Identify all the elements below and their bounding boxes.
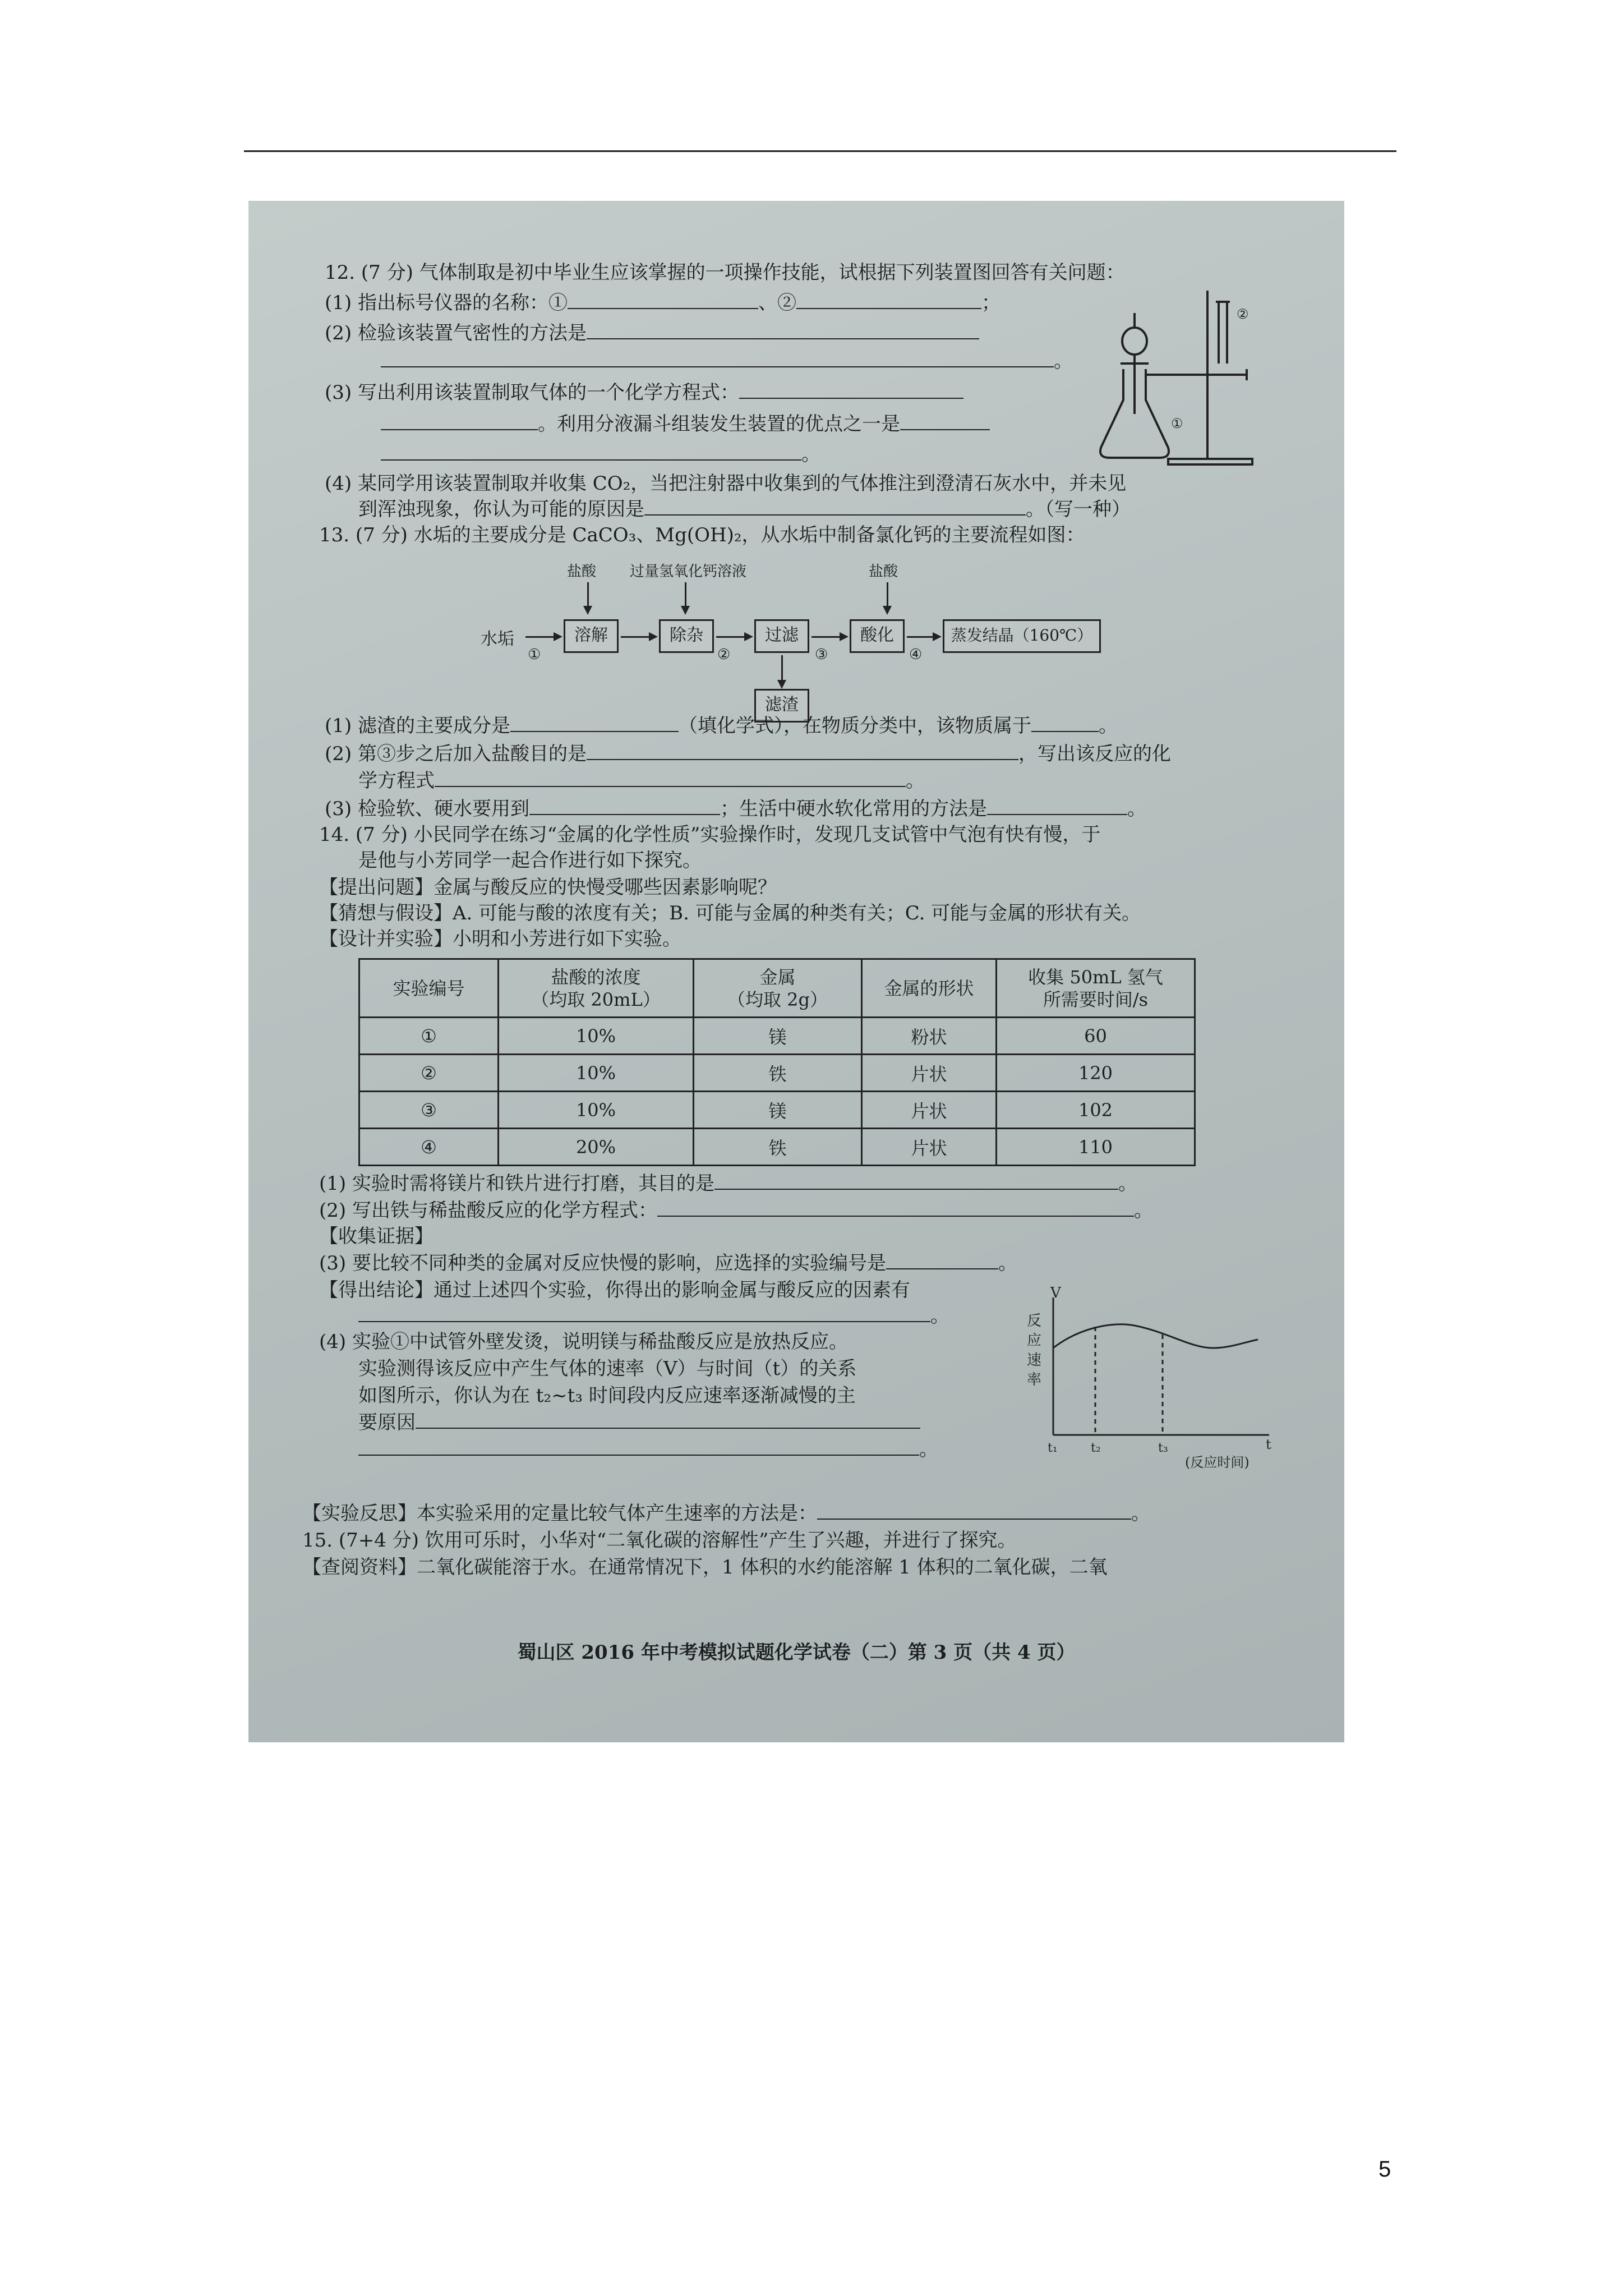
step-num: ④ — [909, 646, 923, 663]
cell: 片状 — [862, 1092, 997, 1129]
cell: 片状 — [862, 1055, 997, 1092]
answer-blank[interactable] — [644, 499, 1026, 516]
y-title-char: 率 — [1027, 1372, 1042, 1388]
header-rule — [244, 150, 1396, 152]
y-axis-letter: V — [1050, 1286, 1061, 1301]
q15-line-1: 15. (7+4 分) 饮用可乐时，小华对“二氧化碳的溶解性”产生了兴趣，并进行了探究。 — [302, 1529, 1017, 1552]
table-row — [359, 1055, 1195, 1092]
cell: 铁 — [694, 1129, 862, 1166]
answer-blank[interactable] — [381, 351, 1054, 367]
q12-line-8: (4) 某同学用该装置制取并收集 CO₂，当把注射器中收集到的气体推注到澄清石灰水中，并未见 — [325, 472, 1127, 495]
table-row — [359, 1129, 1195, 1166]
tick-label: t₃ — [1158, 1441, 1168, 1455]
answer-blank[interactable] — [900, 413, 990, 430]
y-title-char: 速 — [1027, 1352, 1042, 1369]
answer-blank[interactable] — [739, 382, 963, 399]
answer-blank[interactable] — [1031, 715, 1099, 732]
reagent-hcl-1: 盐酸 — [567, 563, 597, 580]
flow-step-acidify: 酸化 — [850, 619, 905, 653]
answer-blank[interactable] — [568, 292, 758, 309]
answer-blank[interactable] — [416, 1412, 920, 1429]
q14-line-15: 要原因 — [358, 1411, 920, 1434]
table-row — [359, 1018, 1195, 1055]
q12-line-7: 。 — [381, 443, 820, 466]
q14-line-6: (1) 实验时需将镁片和铁片进行打磨，其目的是 。 — [319, 1172, 1137, 1195]
q13-line-4: 学方程式 。 — [358, 770, 925, 792]
x-axis-title: (反应时间) — [1185, 1455, 1249, 1470]
step-num: ③ — [815, 646, 828, 663]
answer-blank[interactable] — [817, 1503, 1131, 1520]
reagent-hcl-2: 盐酸 — [869, 563, 898, 580]
q15-line-2: 【查阅资料】二氧化碳能溶于水。在通常情况下，1 体积的水约能溶解 1 体积的二氧化碳，二氧 — [302, 1556, 1108, 1579]
answer-blank[interactable] — [381, 444, 801, 461]
q14-line-15b: 。 — [358, 1438, 938, 1461]
step-num: ① — [528, 646, 541, 663]
cell: 铁 — [694, 1055, 862, 1092]
flow-arrow — [811, 636, 846, 638]
cell: 60 — [997, 1018, 1195, 1055]
q14-line-3: 【提出问题】金属与酸反应的快慢受哪些因素影响呢？ — [319, 876, 777, 899]
q14-line-1: 14. (7 分) 小民同学在练习“金属的化学性质”实验操作时，发现几支试管中气泡有快有慢，于 — [319, 823, 1101, 846]
q12-line-3: (2) 检验该装置气密性的方法是 — [325, 322, 979, 345]
rate-time-graph — [1022, 1286, 1286, 1471]
answer-blank[interactable] — [657, 1200, 1134, 1217]
q12-line-5: (3) 写出利用该装置制取气体的一个化学方程式： — [325, 381, 963, 404]
q14-line-12: (4) 实验①中试管外壁发烫，说明镁与稀盐酸反应是放热反应。 — [319, 1331, 848, 1353]
q14-line-8: 【收集证据】 — [319, 1225, 434, 1248]
cell: 20% — [499, 1129, 694, 1166]
q12-line-1: 12. (7 分) 气体制取是初中毕业生应该掌握的一项操作技能，试根据下列装置图回答有关问题： — [325, 261, 1125, 284]
q14-line-7: (2) 写出铁与稀盐酸反应的化学方程式： 。 — [319, 1199, 1153, 1222]
q14-line-5: 【设计并实验】小明和小芳进行如下实验。 — [319, 928, 681, 950]
table-header-row — [359, 959, 1195, 1018]
cell: 粉状 — [862, 1018, 997, 1055]
cell: 120 — [997, 1055, 1195, 1092]
answer-blank[interactable] — [529, 798, 720, 815]
q12-line-4: 。 — [381, 350, 1073, 373]
flow-arrow — [716, 636, 751, 638]
cell: 镁 — [694, 1018, 862, 1055]
y-title-char: 反 — [1027, 1313, 1042, 1329]
flow-arrow — [907, 636, 939, 638]
q14-line-14: 如图所示，你认为在 t₂~t₃ 时间段内反应速率逐渐减慢的主 — [358, 1384, 856, 1407]
answer-blank[interactable] — [796, 292, 981, 309]
q14-line-4: 【猜想与假设】A. 可能与酸的浓度有关；B. 可能与金属的种类有关；C. 可能与金属的形状有关。 — [319, 902, 1141, 924]
cell: 10% — [499, 1092, 694, 1129]
answer-blank[interactable] — [587, 323, 979, 339]
q14-line-2: 是他与小芳同学一起合作进行如下探究。 — [358, 849, 702, 872]
answer-blank[interactable] — [587, 743, 1018, 760]
exam-footer: 蜀山区 2016 年中考模拟试题化学试卷（二）第 3 页（共 4 页） — [517, 1641, 1076, 1664]
step-num: ② — [717, 646, 731, 663]
flow-arrow — [525, 636, 560, 638]
q14-line-13: 实验测得该反应中产生气体的速率（V）与时间（t）的关系 — [358, 1358, 857, 1380]
cell: 片状 — [862, 1129, 997, 1166]
separatory-funnel — [1122, 328, 1147, 355]
cell: ④ — [359, 1129, 499, 1166]
reagent-caoh2: 过量氢氧化钙溶液 — [630, 563, 747, 580]
answer-blank[interactable] — [358, 1305, 930, 1322]
tick-label: t₁ — [1048, 1441, 1058, 1455]
cell: 10% — [499, 1018, 694, 1055]
experiment-table — [358, 958, 1196, 1166]
flow-arrow — [781, 655, 783, 687]
flow-residue: 滤渣 — [754, 689, 809, 723]
gas-apparatus-diagram — [1090, 279, 1292, 481]
cell: 10% — [499, 1055, 694, 1092]
answer-blank[interactable] — [381, 413, 538, 430]
column-header: 盐酸的浓度 （均取 20mL） — [499, 959, 694, 1018]
cell: ① — [359, 1018, 499, 1055]
iron-stand-base — [1168, 459, 1252, 464]
q13-line-3: (2) 第③步之后加入盐酸目的是 ，写出该反应的化 — [325, 743, 1171, 765]
cell: ③ — [359, 1092, 499, 1129]
q13-line-1: 13. (7 分) 水垢的主要成分是 CaCO₃、Mg(OH)₂，从水垢中制备氯化钙的主要流程如图： — [319, 524, 1085, 546]
x-axis-letter: t — [1266, 1437, 1271, 1452]
label-1: ① — [1171, 416, 1183, 431]
flow-step-dissolve: 溶解 — [564, 619, 619, 653]
q14-line-16: 【实验反思】本实验采用的定量比较气体产生速率的方法是： 。 — [302, 1502, 1150, 1525]
flow-step-evaporate: 蒸发结晶（160℃） — [943, 619, 1101, 653]
answer-blank[interactable] — [987, 798, 1127, 815]
answer-blank[interactable] — [435, 770, 906, 787]
cell: 102 — [997, 1092, 1195, 1129]
exam-photo — [248, 201, 1344, 1742]
answer-blank[interactable] — [358, 1439, 919, 1456]
flow-arrow — [621, 636, 656, 638]
column-header: 金属的形状 — [862, 959, 997, 1018]
label-2: ② — [1237, 306, 1249, 322]
table-row — [359, 1092, 1195, 1129]
q14-line-10: 【得出结论】通过上述四个实验，你得出的影响金属与酸反应的因素有 — [319, 1279, 910, 1301]
q13-line-2: (1) 滤渣的主要成分是 （填化学式），在物质分类中，该物质属于 。 — [325, 715, 1118, 737]
cell: 镁 — [694, 1092, 862, 1129]
column-header: 收集 50mL 氢气 所需要时间/s — [997, 959, 1195, 1018]
q12-line-6: 。利用分液漏斗组装发生装置的优点之一是 — [381, 413, 990, 436]
column-header: 实验编号 — [359, 959, 499, 1018]
flow-step-filter: 过滤 — [754, 619, 809, 653]
q14-line-11: 。 — [358, 1305, 949, 1328]
q12-line-9: 到浑浊现象，你认为可能的原因是 。（写一种） — [358, 498, 1131, 521]
flow-arrow — [587, 582, 589, 613]
y-title-char: 应 — [1027, 1332, 1042, 1349]
cell: 110 — [997, 1129, 1195, 1166]
flow-arrow — [685, 582, 686, 613]
flow-arrow — [887, 582, 888, 613]
tick-label: t₂ — [1091, 1441, 1101, 1455]
answer-blank[interactable] — [510, 715, 679, 732]
page-number: 5 — [1378, 2157, 1391, 2182]
rate-curve — [1053, 1324, 1258, 1348]
q13-line-5: (3) 检验软、硬水要用到 ；生活中硬水软化常用的方法是 。 — [325, 798, 1146, 820]
answer-blank[interactable] — [886, 1253, 998, 1269]
flow-step-purify: 除杂 — [659, 619, 714, 653]
column-header: 金属 （均取 2g） — [694, 959, 862, 1018]
q12-line-2: (1) 指出标号仪器的名称：① 、② ； — [325, 292, 1000, 314]
q14-line-9: (3) 要比较不同种类的金属对反应快慢的影响，应选择的实验编号是 。 — [319, 1252, 1017, 1274]
cell: ② — [359, 1055, 499, 1092]
answer-blank[interactable] — [714, 1173, 1118, 1190]
flow-start-scale: 水垢 — [481, 629, 514, 649]
